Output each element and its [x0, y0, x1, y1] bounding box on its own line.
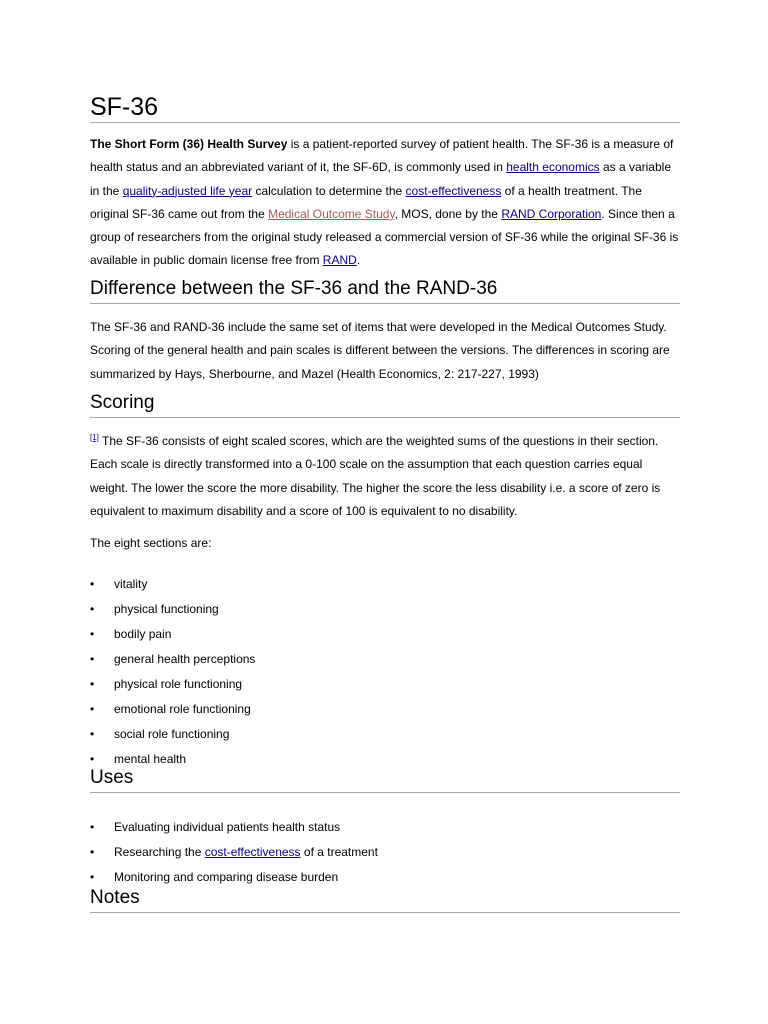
list-item-label: vitality — [114, 577, 148, 591]
link-rand-corporation[interactable]: RAND Corporation — [501, 206, 602, 221]
list-item — [90, 702, 680, 727]
reference-link-1[interactable]: [1] — [90, 433, 99, 442]
list-item-label: general health perceptions — [114, 652, 256, 666]
bullet-icon: • — [90, 752, 95, 766]
list-item — [90, 845, 680, 870]
link-quality-adjusted-life-year[interactable]: quality-adjusted life year — [122, 183, 253, 198]
list-item — [90, 577, 680, 602]
list-item-label: Monitoring and comparing disease burden — [114, 870, 339, 884]
list-item-label: Evaluating individual patients health status — [114, 820, 341, 834]
sections-intro: The eight sections are: — [90, 536, 212, 550]
link-cost-effectiveness[interactable]: cost-effectiveness — [405, 183, 502, 198]
bullet-icon: • — [90, 627, 95, 641]
link-medical-outcome-study[interactable]: Medical Outcome Study — [268, 206, 395, 221]
list-item — [90, 677, 680, 702]
list-item — [90, 602, 680, 627]
list-item — [90, 627, 680, 652]
scoring-paragraph — [90, 430, 680, 523]
page-title: SF-36 — [90, 92, 680, 123]
link-rand[interactable]: RAND — [322, 253, 357, 268]
intro-text-7: . — [356, 253, 361, 268]
bullet-icon: • — [90, 845, 95, 859]
intro-bold-term: The Short Form (36) Health Survey — [90, 137, 288, 151]
heading-uses: Uses — [90, 766, 680, 793]
intro-text-5: , MOS, done by the — [394, 206, 502, 221]
heading-notes: Notes — [90, 886, 680, 913]
list-item-label-pre: Researching the — [114, 845, 205, 859]
difference-paragraph: The SF-36 and RAND-36 include the same set of items that were developed in the Medical Outcomes Study. Scoring of the general health and pain scales is different between the versions. The differences in scoring are summarized by Hays, Sherbourne, and Mazel (Health Economics, 2: 217-227, 1993) — [90, 320, 670, 381]
link-cost-effectiveness-uses[interactable]: cost-effectiveness — [204, 845, 301, 859]
intro-text-6: . Since then a group of researchers from the original study released a commercial version of SF-36 while the original SF-36 is available in public domain license free from — [90, 206, 679, 268]
bullet-icon: • — [90, 577, 95, 591]
link-health-economics[interactable]: health economics — [506, 160, 600, 175]
bullet-icon: • — [90, 820, 95, 834]
intro-text-2: as a variable in the — [90, 160, 671, 198]
list-item-label: physical functioning — [114, 602, 219, 616]
intro-paragraph — [90, 133, 680, 273]
list-item-label: physical role functioning — [114, 677, 243, 691]
list-item — [90, 727, 680, 752]
bullet-icon: • — [90, 727, 95, 741]
bullet-icon: • — [90, 652, 95, 666]
list-item-label-post: of a treatment — [300, 845, 378, 859]
list-item-label: emotional role functioning — [114, 702, 251, 716]
list-item-label: bodily pain — [114, 627, 172, 641]
bullet-icon: • — [90, 870, 95, 884]
intro-text-1: is a patient-reported survey of patient health. The SF-36 is a measure of health status and an abbreviated variant of it, the SF-6D, is commonly used in — [90, 137, 674, 175]
bullet-icon: • — [90, 602, 95, 616]
bullet-icon: • — [90, 702, 95, 716]
list-item-label: mental health — [114, 752, 187, 766]
intro-text-4: of a health treatment. The original SF-36 came out from the — [90, 183, 642, 221]
bullet-icon: • — [90, 677, 95, 691]
sections-list — [90, 577, 680, 777]
heading-difference: Difference between the SF-36 and the RAND-36 — [90, 277, 680, 304]
list-item — [90, 820, 680, 845]
intro-text-3: calculation to determine the — [252, 183, 406, 198]
list-item-label: social role functioning — [114, 727, 230, 741]
heading-scoring: Scoring — [90, 391, 680, 418]
uses-list — [90, 820, 680, 895]
scoring-text: The SF-36 consists of eight scaled scores, which are the weighted sums of the questions in their section. Each scale is directly transformed into a 0-100 scale on the assumption that each question carries equal weight. The lower the score the more disability. The higher the score the less disability i.e. a score of zero is equivalent to maximum disability and a score of 100 is equivalent to no disability. — [90, 434, 661, 518]
list-item — [90, 652, 680, 677]
